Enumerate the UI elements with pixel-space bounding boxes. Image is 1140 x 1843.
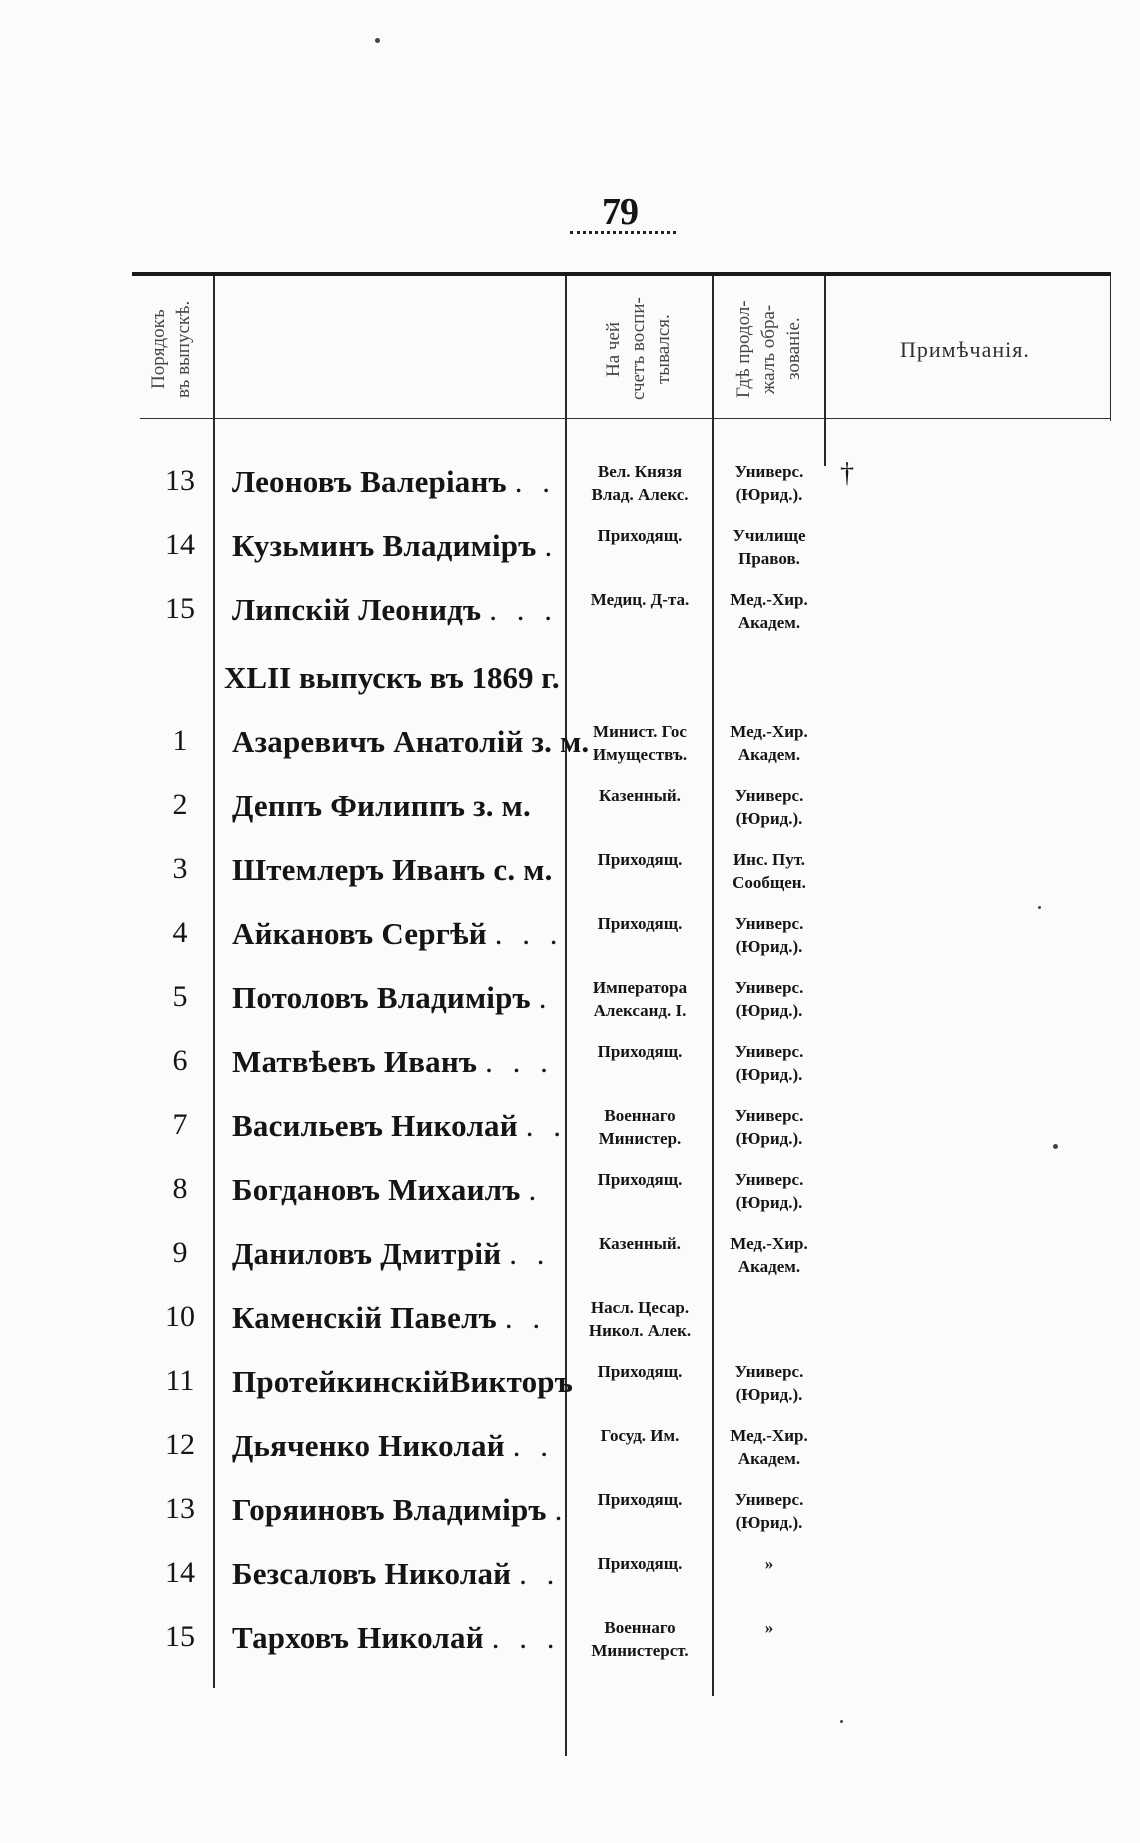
row-paid-by <box>568 1168 712 1191</box>
row-name <box>232 1172 542 1208</box>
row-name <box>232 1492 568 1528</box>
row-paid-line: Приходящ. <box>597 914 683 933</box>
row-name-dots: . . . <box>485 1044 554 1079</box>
row-number: 4 <box>172 916 188 949</box>
row-name <box>232 852 553 888</box>
row-paid-line: Приходящ. <box>597 1362 683 1381</box>
row-paid-line: Казенный. <box>599 1234 681 1253</box>
row-education <box>714 588 824 634</box>
row-name-dots: . <box>554 1492 569 1527</box>
header-paid-by-line-2: счетъ воспи- <box>628 297 649 401</box>
header-notes: Примѣчанія. <box>900 337 1030 362</box>
row-number: 9 <box>172 1236 188 1269</box>
row-paid-line: Приходящ. <box>597 526 683 545</box>
row-number: 15 <box>165 592 195 625</box>
table-row <box>0 852 1140 916</box>
row-number: 3 <box>172 852 188 885</box>
row-edu-line: (Юрид.). <box>735 937 803 956</box>
header-order-line-2: въ выпускѣ. <box>173 300 194 398</box>
row-name <box>232 788 531 824</box>
row-number: 13 <box>165 464 195 497</box>
table-row <box>0 916 1140 980</box>
row-education <box>714 912 824 958</box>
row-edu-line: (Юрид.). <box>735 1513 803 1532</box>
row-paid-by <box>568 1360 712 1383</box>
table-row <box>0 980 1140 1044</box>
row-number: 14 <box>165 1556 195 1589</box>
column-rule-4 <box>824 276 826 466</box>
row-name-dots: . <box>528 1172 543 1207</box>
row-name-text: Богдановъ Михаилъ <box>232 1172 521 1207</box>
row-name-dots: . . . <box>491 1620 561 1655</box>
row-number: 6 <box>172 1044 188 1077</box>
row-education <box>714 1232 824 1278</box>
row-name <box>232 464 556 500</box>
row-name-text: Леоновъ Валеріанъ <box>232 464 507 499</box>
row-edu-line: Академ. <box>737 613 801 632</box>
row-education <box>714 1104 824 1150</box>
table-row <box>0 1236 1140 1300</box>
header-education-line-1: Гдѣ продол- <box>733 300 754 398</box>
row-name <box>232 1364 573 1400</box>
row-paid-line: Министерст. <box>591 1641 689 1660</box>
row-name <box>232 528 558 564</box>
table-row <box>0 1620 1140 1684</box>
row-name-dots: . . <box>509 1236 551 1271</box>
row-edu-line: » <box>764 1618 774 1637</box>
row-name-text: Каменскій Павелъ <box>232 1300 497 1335</box>
row-paid-line: Казенный. <box>599 786 681 805</box>
row-paid-line: Приходящ. <box>597 1554 683 1573</box>
row-number: 7 <box>172 1108 188 1141</box>
row-paid-by <box>568 1488 712 1511</box>
row-name-dots: . . <box>504 1300 547 1335</box>
row-edu-line: Универс. <box>734 1170 804 1189</box>
row-name-text: Васильевъ Николай <box>232 1108 518 1143</box>
table-header-rule <box>140 418 1110 419</box>
row-paid-line: Приходящ. <box>597 1170 683 1189</box>
table-row <box>0 1108 1140 1172</box>
row-name-text: Безсаловъ Николай <box>232 1556 512 1591</box>
row-paid-line: Влад. Алекс. <box>591 485 689 504</box>
row-edu-line: (Юрид.). <box>735 809 803 828</box>
table-row <box>0 592 1140 656</box>
row-name <box>232 1300 546 1336</box>
row-paid-by <box>568 1552 712 1575</box>
row-name-text: Азаревичъ Анатолій з. м. <box>232 724 590 759</box>
print-speck <box>1053 1144 1058 1149</box>
row-edu-line: Мед.-Хир. <box>730 722 808 741</box>
print-speck <box>1038 906 1041 909</box>
row-name-text: Штемлеръ Иванъ с. м. <box>232 852 553 887</box>
row-paid-by <box>568 524 712 547</box>
row-paid-line: Приходящ. <box>597 1490 683 1509</box>
row-edu-line: Универс. <box>734 462 804 481</box>
row-paid-line: Министер. <box>598 1129 682 1148</box>
header-order-line-1: Порядокъ <box>148 309 169 389</box>
row-edu-line: (Юрид.). <box>735 1385 803 1404</box>
row-edu-line: Мед.-Хир. <box>730 1234 808 1253</box>
row-paid-by <box>568 1616 712 1662</box>
header-paid-by <box>601 286 676 412</box>
section-row <box>0 660 1140 720</box>
row-edu-line: Универс. <box>734 978 804 997</box>
row-number: 11 <box>165 1364 195 1397</box>
row-edu-line: Академ. <box>737 1257 801 1276</box>
row-name-text: Деппъ Филиппъ з. м. <box>232 788 531 823</box>
row-name-text: Потоловъ Владиміръ <box>232 980 531 1015</box>
row-paid-line: Медиц. Д-та. <box>590 590 690 609</box>
table-row <box>0 1364 1140 1428</box>
row-paid-line: Вел. Князя <box>597 462 683 481</box>
row-name-dots: . . <box>519 1556 561 1591</box>
page-number-rule <box>570 231 676 234</box>
row-number: 12 <box>165 1428 195 1461</box>
row-paid-line: Госуд. Им. <box>600 1426 680 1445</box>
section-heading: XLII выпускъ въ 1869 г. <box>224 660 560 695</box>
row-edu-line: Училище <box>732 526 806 545</box>
row-name-dots: . . <box>514 464 557 499</box>
table-row <box>0 1172 1140 1236</box>
row-name-text: Тарховъ Николай <box>232 1620 484 1655</box>
row-education <box>714 1168 824 1214</box>
row-name-dots: . <box>538 980 553 1015</box>
row-paid-line: Минист. Гос <box>593 722 687 741</box>
header-education-line-2: жалъ обра- <box>758 304 779 394</box>
row-edu-line: Мед.-Хир. <box>730 1426 808 1445</box>
row-name-text: Горяиновъ Владиміръ <box>232 1492 547 1527</box>
row-name-dots: . <box>544 528 559 563</box>
row-name <box>232 1620 560 1656</box>
table-top-rule <box>132 272 1111 276</box>
row-paid-line: Приходящ. <box>597 850 683 869</box>
row-paid-line: Насл. Цесар. <box>590 1298 690 1317</box>
row-name-text: Даниловъ Дмитрій <box>232 1236 502 1271</box>
row-edu-line: (Юрид.). <box>735 485 803 504</box>
row-paid-by <box>568 720 712 766</box>
row-edu-line: Академ. <box>737 1449 801 1468</box>
row-name-text: Айкановъ Сергѣй <box>232 916 487 951</box>
header-education-line-3: зованіе. <box>783 317 804 381</box>
row-name <box>232 916 564 952</box>
table-row <box>0 724 1140 788</box>
row-paid-by <box>568 784 712 807</box>
row-education <box>714 1360 824 1406</box>
row-name-text: Матвѣевъ Иванъ <box>232 1044 478 1079</box>
row-number: 2 <box>172 788 188 821</box>
row-paid-line: Приходящ. <box>597 1042 683 1061</box>
row-paid-by <box>568 1040 712 1063</box>
table-row <box>0 458 1140 528</box>
row-paid-by <box>568 1424 712 1447</box>
header-education <box>731 286 806 412</box>
row-education <box>714 1552 824 1575</box>
row-name-dots: . . <box>512 1428 554 1463</box>
table-row <box>0 788 1140 852</box>
row-number: 1 <box>172 724 188 757</box>
row-edu-line: (Юрид.). <box>735 1001 803 1020</box>
row-paid-by <box>568 1296 712 1342</box>
table-row <box>0 1556 1140 1620</box>
row-name-dots: . . <box>525 1108 568 1143</box>
row-name-text: Кузьминъ Владиміръ <box>232 528 537 563</box>
row-education <box>714 784 824 830</box>
row-paid-line: Императора <box>592 978 688 997</box>
row-edu-line: Универс. <box>734 914 804 933</box>
column-rule-5 <box>1110 276 1111 421</box>
row-name <box>232 592 558 628</box>
row-education <box>714 524 824 570</box>
row-name-text: Дьяченко Николай <box>232 1428 505 1463</box>
row-edu-line: Универс. <box>734 1362 804 1381</box>
row-edu-line: Академ. <box>737 745 801 764</box>
row-paid-line: Александ. I. <box>593 1001 687 1020</box>
print-speck <box>840 1720 843 1723</box>
table-row <box>0 528 1140 592</box>
row-number: 8 <box>172 1172 188 1205</box>
row-edu-line: Универс. <box>734 1042 804 1061</box>
row-paid-by <box>568 460 712 506</box>
row-name-dots: . . . <box>489 592 558 627</box>
row-name <box>232 1108 567 1144</box>
page-number: 79 <box>602 191 638 233</box>
row-education <box>714 460 824 506</box>
row-education <box>714 720 824 766</box>
row-paid-line: Никол. Алек. <box>588 1321 692 1340</box>
header-paid-by-line-1: На чей <box>603 321 624 377</box>
row-name <box>232 1428 554 1464</box>
row-name <box>232 1044 554 1080</box>
row-paid-by <box>568 848 712 871</box>
row-education <box>714 1488 824 1534</box>
row-education <box>714 848 824 894</box>
table-row <box>0 1044 1140 1108</box>
row-edu-line: » <box>764 1554 774 1573</box>
row-number: 15 <box>165 1620 195 1653</box>
row-name <box>232 1556 560 1592</box>
table-row <box>0 1428 1140 1492</box>
row-paid-by <box>568 588 712 611</box>
row-paid-by <box>568 912 712 935</box>
table-row <box>0 1492 1140 1556</box>
row-edu-line: Правов. <box>738 549 800 568</box>
row-edu-line: Инс. Пут. <box>732 850 806 869</box>
row-name-dots: . . . <box>494 916 564 951</box>
row-number: 14 <box>165 528 195 561</box>
row-edu-line: Универс. <box>734 786 804 805</box>
row-paid-by <box>568 1104 712 1150</box>
row-paid-line: Военнаго <box>604 1618 676 1637</box>
row-name <box>232 980 552 1016</box>
row-name <box>232 724 589 760</box>
row-edu-line: Мед.-Хир. <box>730 590 808 609</box>
row-paid-line: Военнаго <box>604 1106 676 1125</box>
row-name <box>232 1236 551 1272</box>
row-name-text: Липскій Леонидъ <box>232 592 482 627</box>
row-paid-line: Имуществъ. <box>592 745 688 764</box>
print-speck <box>375 38 380 43</box>
row-education <box>714 1424 824 1470</box>
row-note: † <box>840 458 854 489</box>
row-edu-line: (Юрид.). <box>735 1193 803 1212</box>
row-education <box>714 976 824 1022</box>
row-number: 10 <box>165 1300 195 1333</box>
row-edu-line: Универс. <box>734 1490 804 1509</box>
header-order <box>146 286 196 412</box>
row-education <box>714 1040 824 1086</box>
row-paid-by <box>568 1232 712 1255</box>
row-paid-by <box>568 976 712 1022</box>
row-number: 5 <box>172 980 188 1013</box>
row-name-text: ПротейкинскійВикторъ <box>232 1364 574 1399</box>
row-edu-line: Сообщен. <box>732 873 806 892</box>
row-edu-line: Универс. <box>734 1106 804 1125</box>
row-edu-line: (Юрид.). <box>735 1129 803 1148</box>
table-row <box>0 1300 1140 1364</box>
row-number: 13 <box>165 1492 195 1525</box>
row-education <box>714 1616 824 1639</box>
row-edu-line: (Юрид.). <box>735 1065 803 1084</box>
header-paid-by-line-3: тывался. <box>653 314 674 384</box>
